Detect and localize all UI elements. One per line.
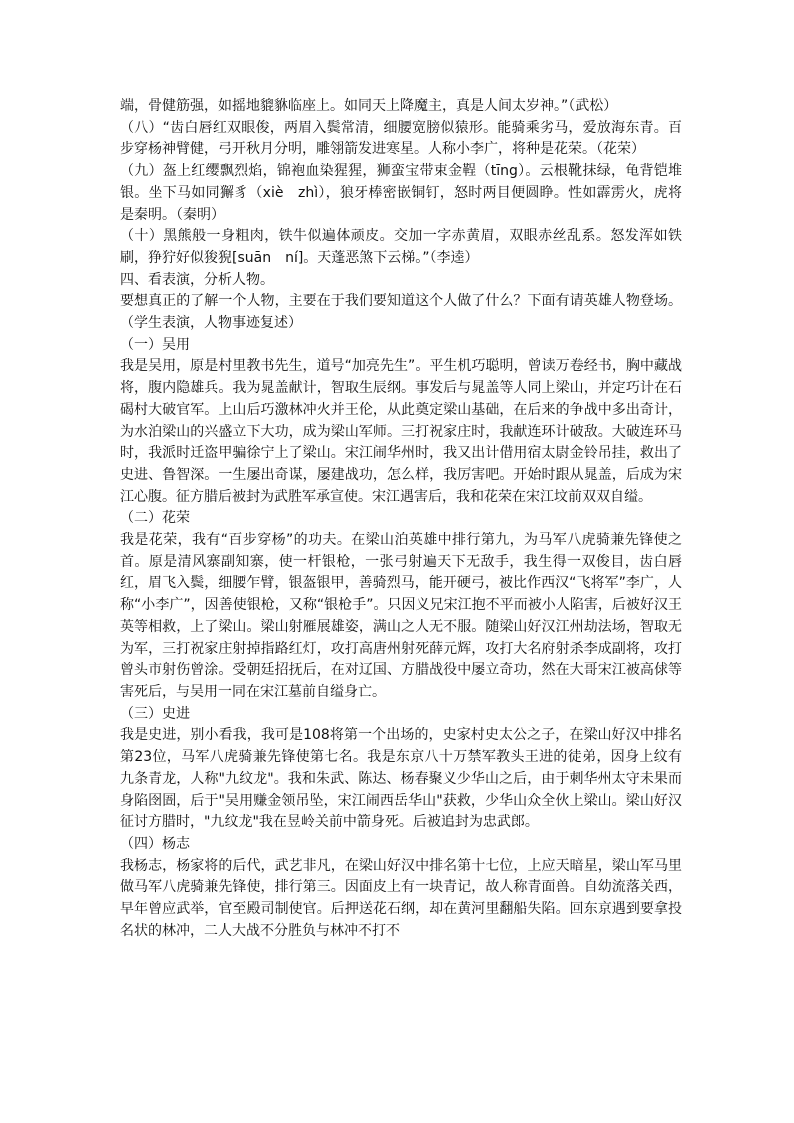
section-heading: 四、看表演，分析人物。 <box>120 271 274 288</box>
subsection-heading: （三）史进 <box>120 705 190 722</box>
text-paragraph: 要想真正的了解一个人物，主要在于我们要知道这个人做了什么？下面有请英雄人物登场。（学生表演，人物事迹复述） <box>120 293 682 332</box>
text-paragraph: 我杨志，杨家将的后代，武艺非凡，在梁山好汉中排名第十七位，上应天暗星，梁山军马里做马军八虎骑兼先锋使，排行第三。因面皮上有一块青记，故人称青面兽。自幼流落关西，早年曾应武举，官至殿司制使官。后押送花石纲，却在黄河里翻船失陷。回东京遇到要拿投名状的林冲，二人大战不分胜负与林冲不打不 <box>120 857 682 939</box>
document-page <box>120 96 682 942</box>
text-paragraph: 我是吴用，原是村里教书先生，道号“加亮先生”。平生机巧聪明，曾读万卷经书，胸中藏战将，腹内隐雄兵。我为晁盖献计，智取生辰纲。事发后与晁盖等人同上梁山，并定巧计在石碣村大破官军。上山后巧激林冲火并王伦，从此奠定梁山基础，在后来的争战中多出奇计，为水泊梁山的兴盛立下大功，成为梁山军师。三打祝家庄时，我献连环计破敌。大破连环马时，我派时迁盗甲骗徐宁上了梁山。宋江闹华州时，我又出计借用宿太尉金铃吊挂，救出了史进、鲁智深。一生屡出奇谋，屡建战功，怎么样，我厉害吧。开始时跟从晁盖，后成为宋江心腹。征方腊后被封为武胜军承宣使。宋江遇害后，我和花荣在宋江坟前双双自缢。 <box>120 358 682 505</box>
text-paragraph: （九）盔上红缨飘烈焰，锦袍血染猩猩，狮蛮宝带束金鞓（tīng）。云根靴抹绿，龟背铠堆银。坐下马如同獬豸（xiè zhì），狼牙棒密嵌铜钉，怒时两目便圆睁。性如霹雳火，虎将是秦明。（秦明） <box>120 163 682 223</box>
subsection-heading: （四）杨志 <box>120 835 190 852</box>
text-paragraph: 我是花荣，我有“百步穿杨”的功夫。在梁山泊英雄中排行第九，为马军八虎骑兼先锋使之首。原是清风寨副知寨，使一杆银枪，一张弓射遍天下无敌手，我生得一双俊目，齿白唇红，眉飞入鬓，细腰乍臂，银盔银甲，善骑烈马，能开硬弓，被比作西汉“飞将军”李广，人称“小李广”，因善使银枪，又称“银枪手”。只因义兄宋江抱不平而被小人陷害，后被好汉王英等相救，上了梁山。梁山射雁展雄姿，满山之人无不服。随梁山好汉江州劫法场，智取无为军，三打祝家庄射掉指路红灯，攻打高唐州射死薛元辉，攻打大名府射杀李成副将，攻打曾头市射伤曾涂。受朝廷招抚后，在对辽国、方腊战役中屡立奇功，然在大哥宋江被高俅等害死后，与吴用一同在宋江墓前自缢身亡。 <box>120 532 682 700</box>
subsection-heading: （二）花荣 <box>120 510 190 527</box>
text-paragraph: （八）“齿白唇红双眼俊，两眉入鬓常清，细腰宽膀似猿形。能骑乘劣马，爱放海东青。百步穿杨神臂健，弓开秋月分明，雕翎箭发进寒星。人称小李广，将种是花荣。（花荣） <box>120 119 682 158</box>
text-paragraph: 我是史进，别小看我，我可是108将第一个出场的，史家村史太公之子，在梁山好汉中排名第23位，马军八虎骑兼先锋使第七名。我是东京八十万禁军教头王进的徒弟，因身上纹有九条青龙，人称"九纹龙"。我和朱武、陈达、杨春聚义少华山之后，由于刺华州太守未果而身陷囹圄，后于"吴用赚金领吊坠，宋江闹西岳华山"获救，少华山众全伙上梁山。梁山好汉征讨方腊时，"九纹龙"我在昱岭关前中箭身死。后被追封为忠武郎。 <box>120 727 682 831</box>
subsection-heading: （一）吴用 <box>120 336 190 353</box>
text-paragraph: （十）黑熊般一身粗肉，铁牛似遍体顽皮。交加一字赤黄眉，双眼赤丝乱系。怒发浑如铁刷，狰狞好似狻猊[suān ní]。天蓬恶煞下云梯。”（李逵） <box>120 228 682 266</box>
text-paragraph: 端，骨健筋强，如摇地貔貅临座上。如同天上降魔主，真是人间太岁神。”（武松） <box>120 98 618 114</box>
